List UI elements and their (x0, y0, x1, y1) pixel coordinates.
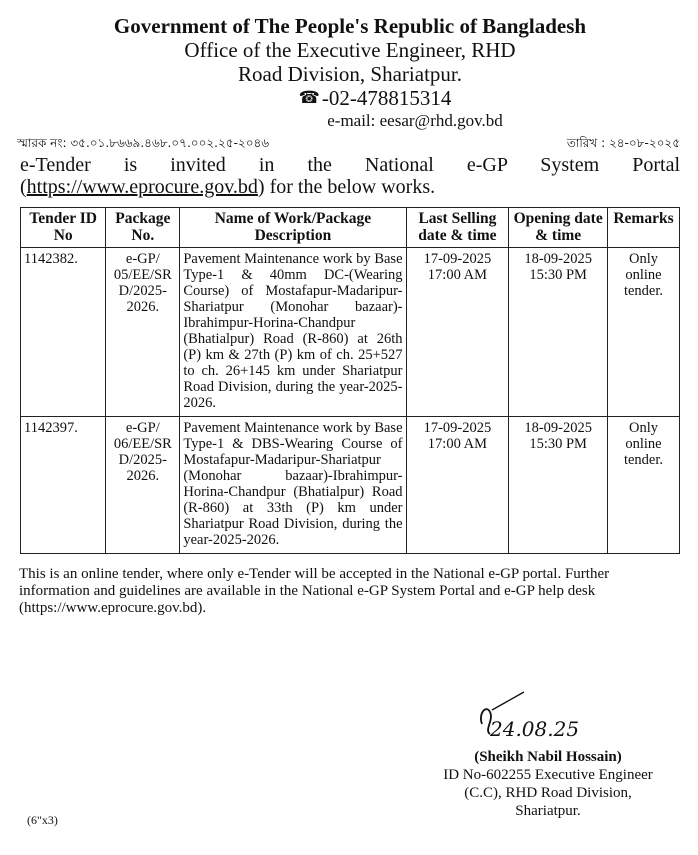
office-title: Office of the Executive Engineer, RHD (184, 38, 516, 62)
division-title: Road Division, Shariatpur. (238, 62, 462, 86)
table-row (21, 417, 680, 554)
last-selling-date: 17-09-2025 (423, 420, 492, 436)
phone-icon: ☎ (298, 88, 320, 107)
email-line: e-mail: eesar@rhd.gov.bd (327, 111, 503, 130)
last-selling-time: 17:00 AM (427, 436, 488, 452)
tender-table (20, 207, 680, 554)
ad-size-label: (6"x3) (27, 813, 58, 827)
opening-date: 18-09-2025 (524, 251, 592, 267)
header-tender-id: Tender ID No (21, 208, 106, 248)
memo-reference: স্মারক নং: ৩৫.০১.৮৬৬৯.৪৬৮.০৭.০০২.২৫-২০৪৬ (17, 136, 270, 150)
intro-paragraph (20, 154, 680, 198)
header-description: Name of Work/Package Description (180, 208, 406, 248)
last-selling-cell (406, 417, 509, 554)
table-header-row (21, 208, 680, 248)
footer-note: This is an online tender, where only e-Tender will be accepted in the National e-GP portal. Further information and guidelines are available in the National e-GP System Portal and e-GP help desk (https://www.eprocure.gov.bd). (19, 566, 610, 616)
signature-block (438, 690, 658, 820)
handwritten-signature (468, 690, 588, 742)
work-description: Pavement Maintenance work by Base Type-1 & 40mm DC-(Wearing Course) of Mostafapur-Madaripur-Shariatpur (Monohar bazaar)-Ibrahimpur-Horina-Chandpur (Bhatialpur) Road (R-860) at 26th (P) km & 27th (P) km of ch. 25+527 to ch. 26+145 km under Shariatpur Road Division, during the year-2025-2026. (180, 248, 406, 417)
letterhead (20, 0, 680, 132)
signature-date: 24.08.25 (490, 717, 580, 741)
intro-text-before: e-Tender is invited in the National e-GP System Portal ( (20, 154, 680, 198)
opening-date: 18-09-2025 (524, 420, 592, 436)
package-no: e-GP/ 05/EE/SR D/2025-2026. (106, 248, 180, 417)
remarks: Only online tender. (608, 417, 680, 554)
eprocure-link[interactable]: https://www.eprocure.gov.bd (26, 176, 258, 198)
header-last-selling: Last Selling date & time (406, 208, 509, 248)
header-opening: Opening date & time (509, 208, 608, 248)
tender-id: 1142382. (21, 248, 106, 417)
intro-text-after: ) for the below works. (257, 176, 436, 198)
tender-id: 1142397. (21, 417, 106, 554)
header-remarks: Remarks (608, 208, 680, 248)
header-package-no: Package No. (106, 208, 180, 248)
opening-cell (509, 248, 608, 417)
last-selling-date: 17-09-2025 (423, 251, 492, 267)
table-row (21, 248, 680, 417)
phone-line (20, 86, 680, 110)
package-no: e-GP/ 06/EE/SR D/2025-2026. (106, 417, 180, 554)
work-description: Pavement Maintenance work by Base Type-1 & DBS-Wearing Course of Mostafapur-Madaripur-Shariatpur (Monohar bazaar)-Ibrahimpur-Horina-Chandpur (Bhatialpur) Road (R-860) at 33th (P) km under Shariatpur Road Division, during the year-2025-2026. (180, 417, 406, 554)
phone-number: -02-478815314 (321, 86, 452, 110)
opening-time: 15:30 PM (529, 436, 587, 452)
government-title: Government of The People's Republic of Bangladesh (113, 14, 587, 38)
remarks: Only online tender. (608, 248, 680, 417)
opening-time: 15:30 PM (529, 267, 587, 283)
signer-name: (Sheikh Nabil Hossain) (474, 749, 622, 765)
memo-date: তারিখ : ২৪-০৮-২০২৫ (566, 136, 680, 150)
signer-designation: ID No-602255 Executive Engineer (C.C), RHD Road Division, Shariatpur. (443, 767, 653, 819)
memo-line (17, 134, 680, 152)
opening-cell (509, 417, 608, 554)
last-selling-time: 17:00 AM (427, 267, 488, 283)
last-selling-cell (406, 248, 509, 417)
